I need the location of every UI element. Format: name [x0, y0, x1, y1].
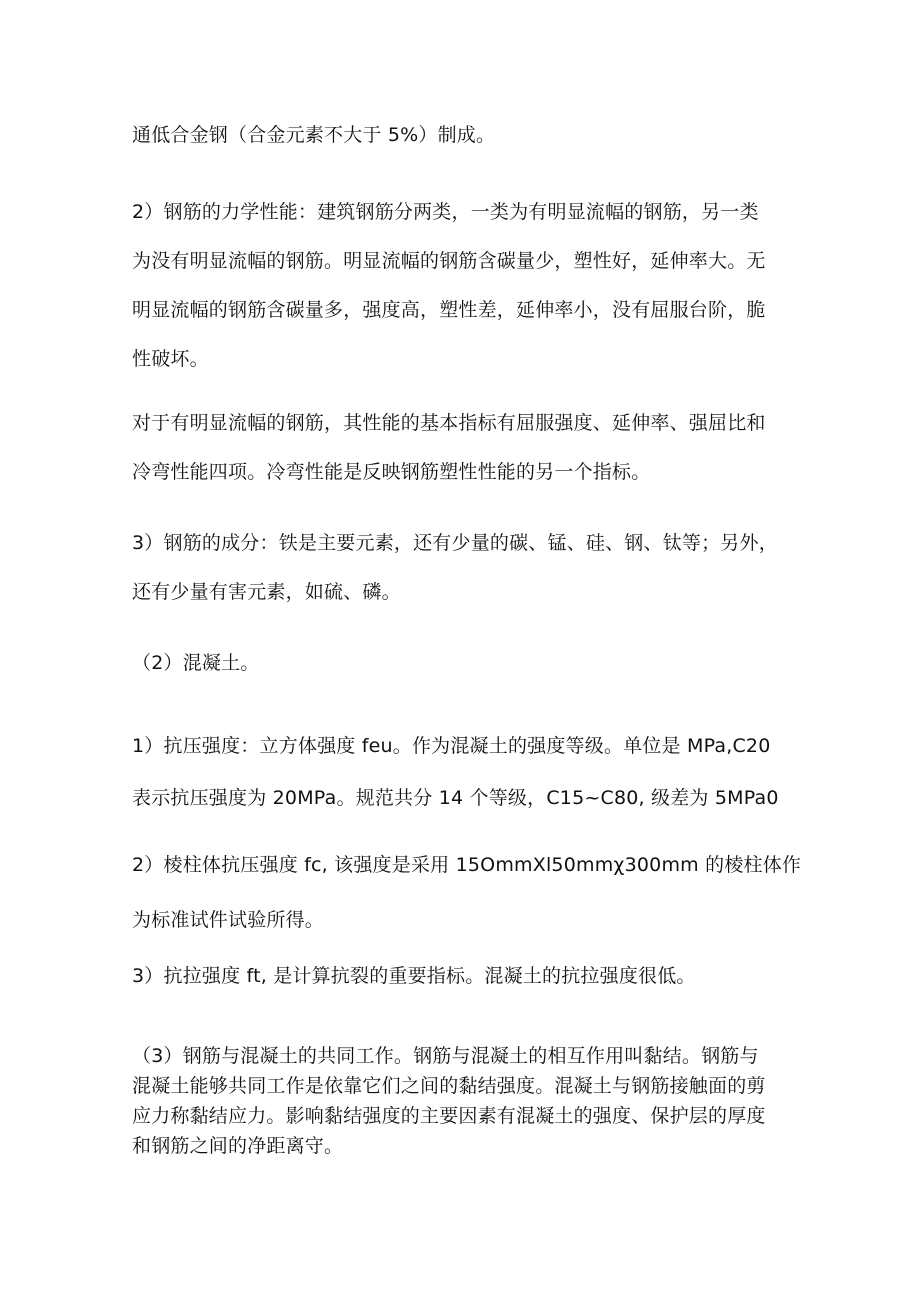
text-line: 2）棱柱体抗压强度 fc, 该强度是采用 15OmmXl50mmχ300mm 的棱柱体作 — [132, 854, 802, 876]
text-line: 3）钢筋的成分：铁是主要元素，还有少量的碳、锰、硅、钢、钛等；另外， — [132, 532, 778, 554]
heading-concrete — [132, 648, 802, 678]
text-line: 对于有明显流幅的钢筋，其性能的基本指标有屈服强度、延伸率、强屈比和 — [132, 412, 766, 434]
text-line: 2）钢筋的力学性能：建筑钢筋分两类，一类为有明显流幅的钢筋，另一类 — [132, 201, 759, 223]
text-line: （3）钢筋与混凝土的共同工作。钢筋与混凝土的相互作用叫黏结。钢筋与 — [132, 1045, 759, 1067]
text-line: 冷弯性能四项。冷弯性能是反映钢筋塑性性能的另一个指标。 — [132, 461, 651, 483]
text-line: 通低合金钢（合金元素不大于 5%）制成。 — [132, 124, 496, 146]
text-line: 为没有明显流幅的钢筋。明显流幅的钢筋含碳量少，塑性好，延伸率大。无 — [132, 250, 766, 272]
paragraph-prism-strength — [132, 838, 802, 948]
text-line: 3）抗拉强度 ft, 是计算抗裂的重要指标。混凝土的抗拉强度很低。 — [132, 965, 696, 987]
text-line: 还有少量有害元素，如硫、磷。 — [132, 581, 401, 603]
paragraph-steel-material — [132, 120, 802, 150]
paragraph-steel-indicators — [132, 399, 802, 497]
text-line: 和钢筋之间的净距离守。 — [132, 1135, 344, 1157]
text-line: （2）混凝土。 — [132, 652, 260, 674]
text-line: 应力称黏结应力。影响黏结强度的主要因素有混凝土的强度、保护层的厚度 — [132, 1105, 766, 1127]
paragraph-steel-composition — [132, 519, 802, 617]
text-line: 1）抗压强度：立方体强度 feu。作为混凝土的强度等级。单位是 MPa,C20 — [132, 735, 771, 757]
text-line: 表示抗压强度为 20MPa。规范共分 14 个等级，C15~C80, 级差为 5MPa0 — [132, 787, 779, 809]
paragraph-compressive-strength — [132, 720, 802, 824]
paragraph-steel-mechanical-properties — [132, 188, 802, 384]
paragraph-tensile-strength — [132, 961, 802, 991]
text-line: 为标准试件试验所得。 — [132, 909, 325, 931]
paragraph-bond-strength — [132, 1041, 802, 1161]
text-line: 混凝土能够共同工作是依靠它们之间的黏结强度。混凝土与钢筋接触面的剪 — [132, 1075, 766, 1097]
text-line: 性破坏。 — [132, 348, 209, 370]
text-line: 明显流幅的钢筋含碳量多，强度高，塑性差，延伸率小，没有屈服台阶，脆 — [132, 299, 766, 321]
